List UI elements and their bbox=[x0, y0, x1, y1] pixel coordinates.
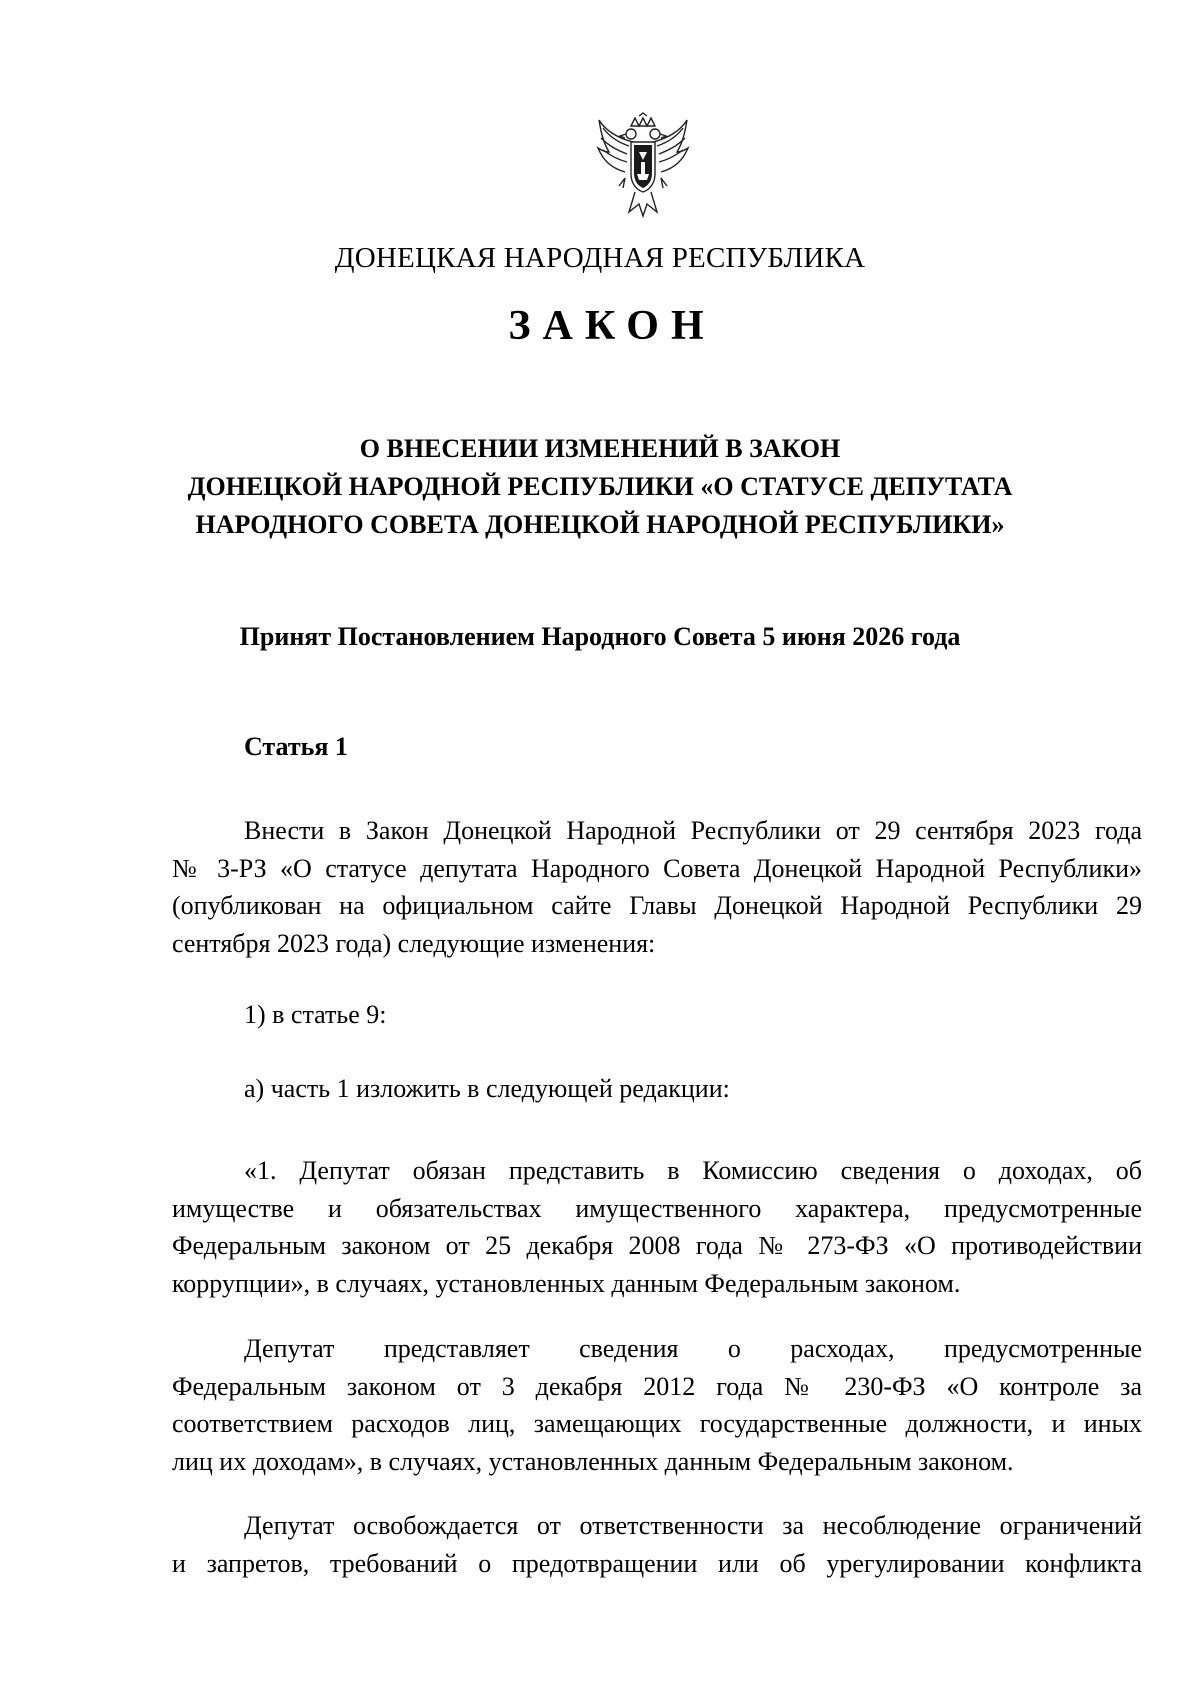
republic-name: ДОНЕЦКАЯ НАРОДНАЯ РЕСПУБЛИКА bbox=[334, 242, 866, 274]
paragraph-line: лиц их доходам», в случаях, установленных данным Федеральным законом. bbox=[172, 1446, 1014, 1476]
paragraph-line: имуществе и обязательствах имущественного характера, предусмотренные bbox=[172, 1193, 1142, 1223]
title-line: О ВНЕСЕНИИ ИЗМЕНЕНИЙ В ЗАКОН bbox=[359, 434, 841, 463]
paragraph-line: Внести в Закон Донецкой Народной Республики от 29 сентября 2023 года bbox=[244, 816, 1142, 845]
paragraph-line: (опубликован на официальном сайте Главы Донецкой Народной Республики 29 bbox=[172, 891, 1142, 920]
paragraph-line: коррупции», в случаях, установленных данным Федеральным законом. bbox=[172, 1268, 961, 1298]
title-line: ДОНЕЦКОЙ НАРОДНОЙ РЕСПУБЛИКИ «О СТАТУСЕ ДЕПУТАТА bbox=[187, 472, 1013, 501]
paragraph-line: Депутат освобождается от ответственности за несоблюдение ограничений bbox=[244, 1511, 1142, 1540]
list-item-a: а) часть 1 изложить в следующей редакции: bbox=[244, 1074, 730, 1103]
article-heading: Статья 1 bbox=[244, 732, 348, 761]
paragraph-line: Федеральным законом от 3 декабря 2012 года № 230-ФЗ «О контроле за bbox=[172, 1371, 1142, 1401]
paragraph-intro bbox=[172, 812, 1142, 962]
paragraph-quote-2 bbox=[172, 1330, 1142, 1480]
paragraph-line: «1. Депутат обязан представить в Комиссию сведения о доходах, об bbox=[244, 1156, 1142, 1185]
paragraph-line: соответствием расходов лиц, замещающих государственные должности, и иных bbox=[172, 1409, 1142, 1438]
paragraph-line: сентября 2023 года) следующие изменения: bbox=[172, 928, 656, 958]
list-item-1: 1) в статье 9: bbox=[244, 1000, 387, 1029]
paragraph-line: и запретов, требований о предотвращении или об урегулировании конфликта bbox=[172, 1548, 1142, 1578]
paragraph-line: Федеральным законом от 25 декабря 2008 года № 273-ФЗ «О противодействии bbox=[172, 1231, 1142, 1260]
document-type: ЗАКОН bbox=[508, 303, 716, 349]
paragraph-quote-1 bbox=[172, 1152, 1142, 1302]
title-line: НАРОДНОГО СОВЕТА ДОНЕЦКОЙ НАРОДНОЙ РЕСПУБЛИКИ» bbox=[195, 510, 1005, 539]
paragraph-quote-3 bbox=[172, 1507, 1142, 1582]
document-title bbox=[0, 430, 1200, 544]
paragraph-line: № 3-РЗ «О статусе депутата Народного Совета Донецкой Народной Республики» bbox=[172, 853, 1142, 883]
coat-of-arms-icon bbox=[595, 112, 691, 222]
adoption-statement: Принят Постановлением Народного Совета 5 июня 2026 года bbox=[239, 622, 961, 651]
paragraph-line: Депутат представляет сведения о расходах, предусмотренные bbox=[244, 1334, 1142, 1363]
